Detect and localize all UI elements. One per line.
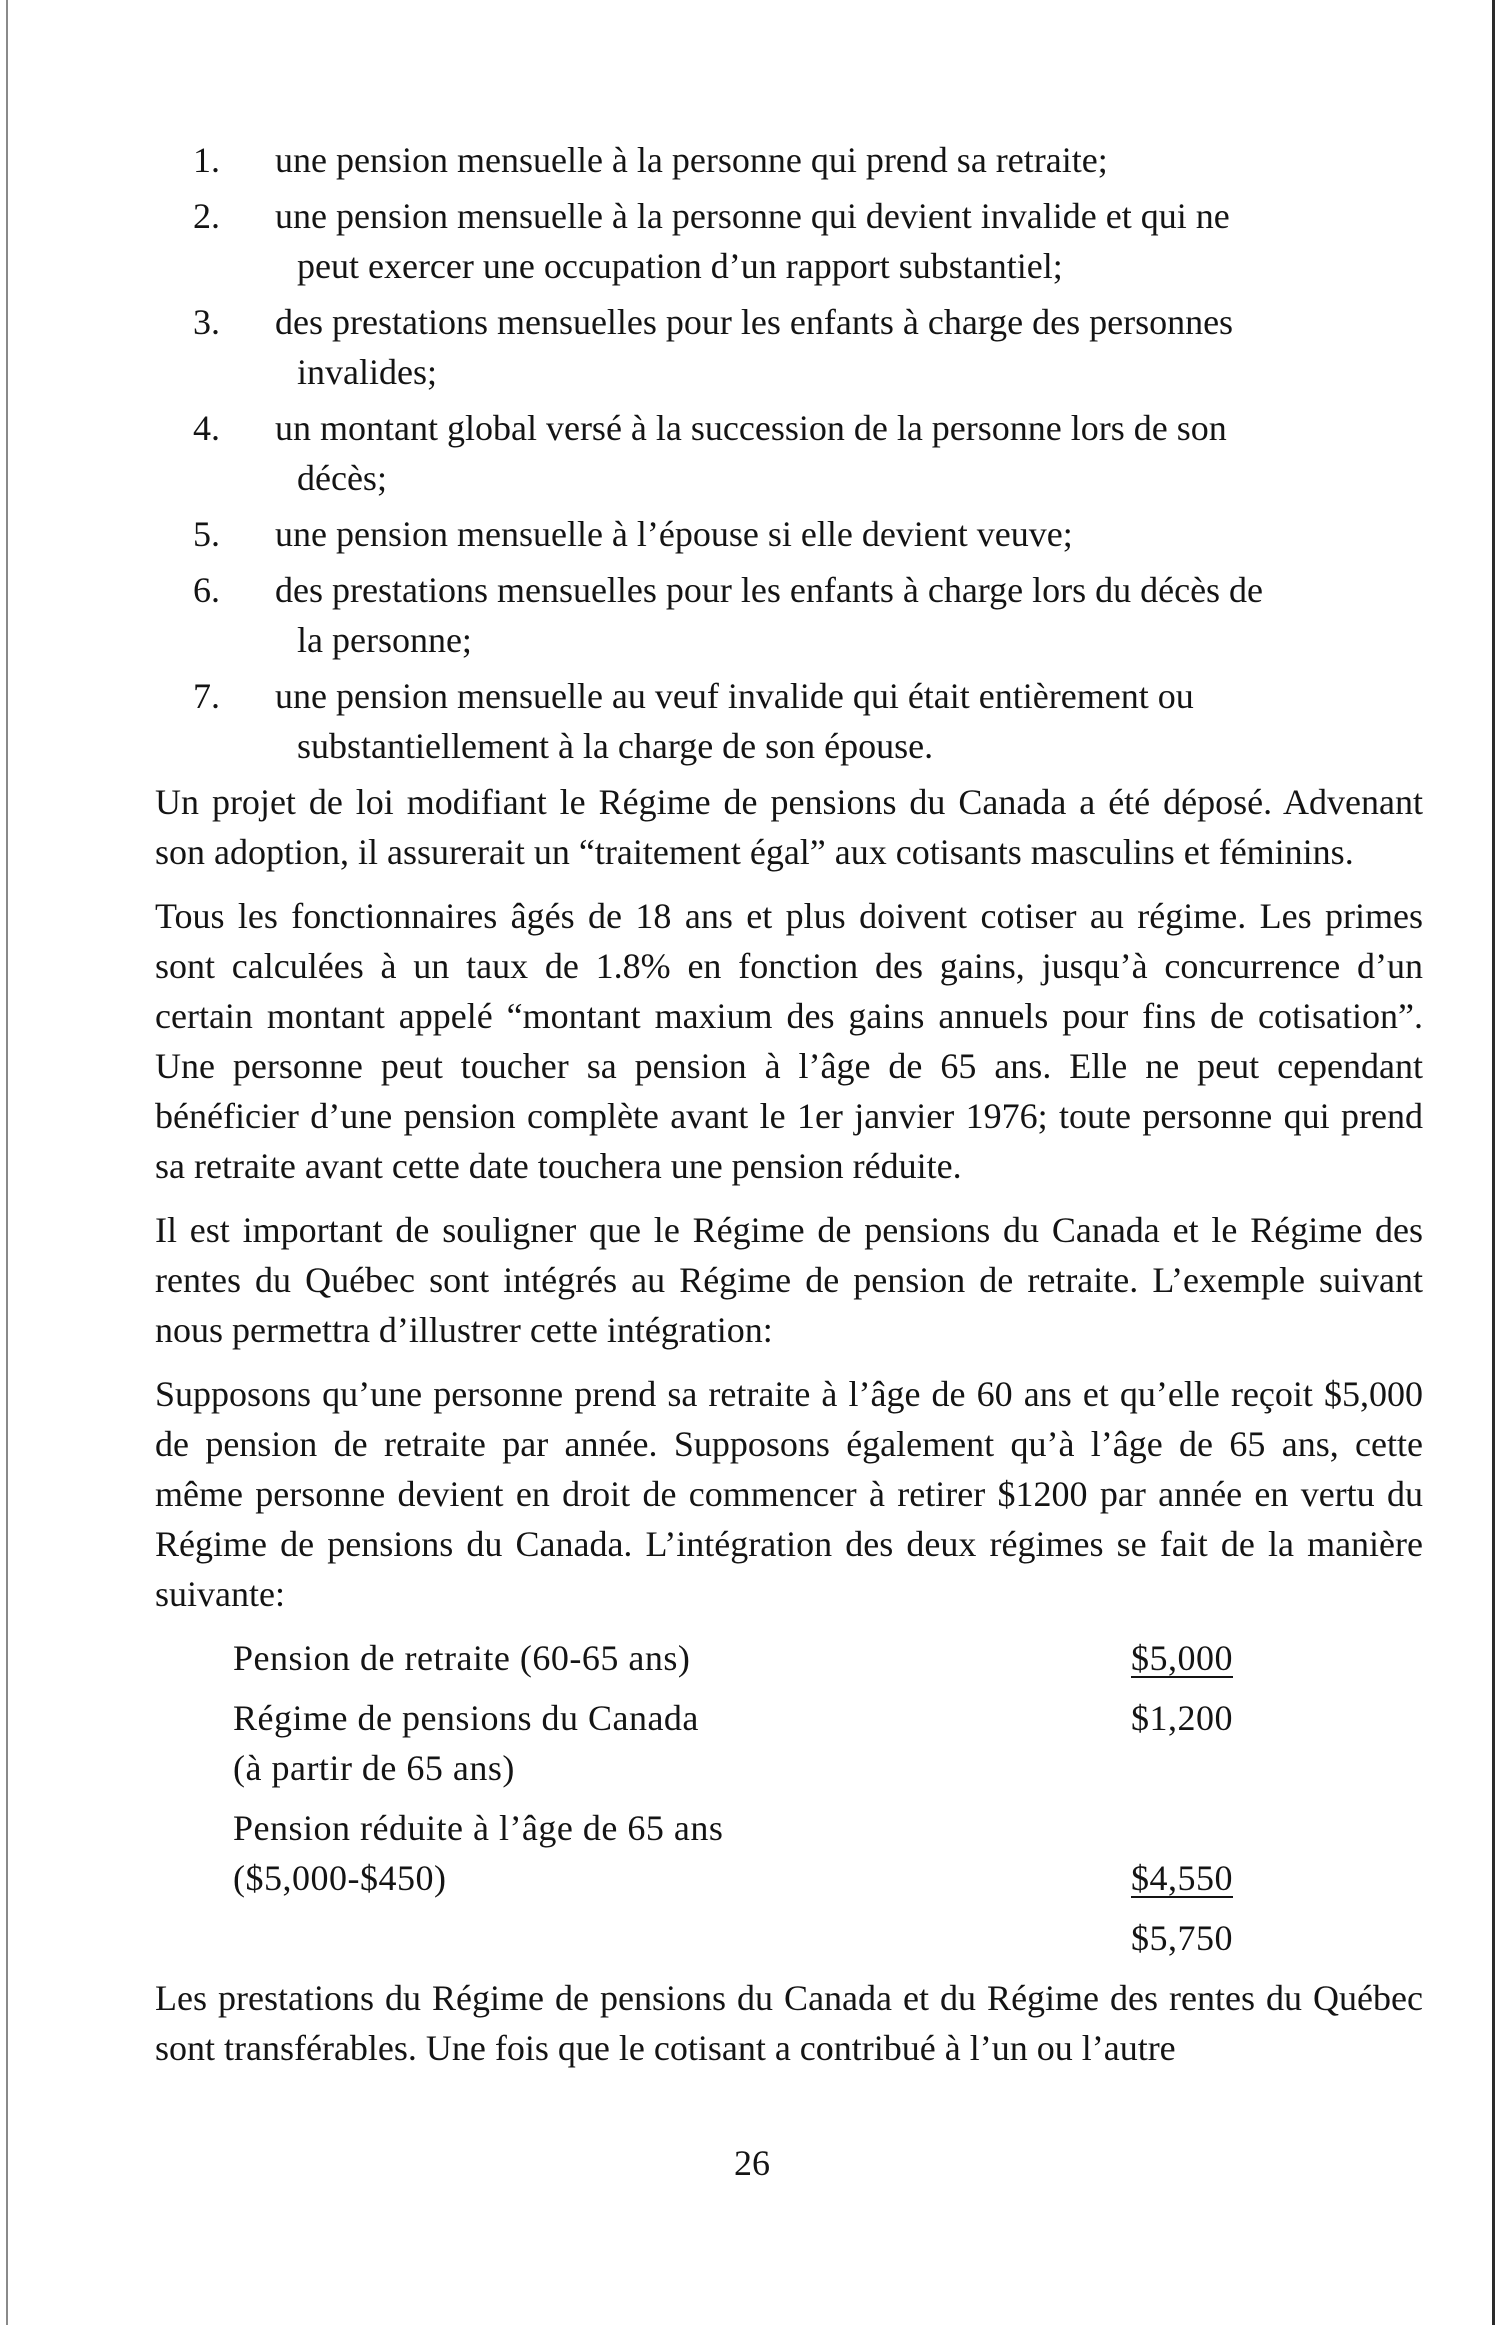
calc-label-line: (à partir de 65 ans) [233, 1748, 515, 1788]
paragraph-example: Supposons qu’une personne prend sa retraite à l’âge de 60 ans et qu’elle reçoit $5,000 de pension de retraite par année. Supposons également qu’à l’âge de 65 ans, cette même personne devient en droit de commencer à retirer $1200 par année en vertu du Régime de pensions du Canada. L’intégration des deux régimes se fait de la manière suivante: [155, 1374, 1423, 1614]
list-item-continuation: invalides; [297, 352, 437, 392]
page-content [155, 135, 1423, 2087]
list-item-text: des prestations mensuelles pour les enfants à charge lors du décès de [275, 570, 1264, 610]
calc-total-amount: $5,750 [1131, 1918, 1233, 1958]
list-item-continuation: peut exercer une occupation d’un rapport substantiel; [297, 246, 1063, 286]
list-item-number: 3. [193, 302, 220, 342]
calc-row-cpp [233, 1693, 1233, 1793]
paragraph-transferability: Les prestations du Régime de pensions du Canada et du Régime des rentes du Québec sont transférables. Une fois que le cotisant a contribué à l’un ou l’autre [155, 1978, 1423, 2068]
calc-row-total [233, 1913, 1233, 1963]
list-item-continuation: décès; [297, 458, 387, 498]
list-item [155, 565, 1423, 665]
calc-label-line: ($5,000-$450) [233, 1858, 447, 1898]
list-item-text: une pension mensuelle à la personne qui prend sa retraite; [275, 140, 1108, 180]
paragraph-bill-amendment: Un projet de loi modifiant le Régime de pensions du Canada a été déposé. Advenant son adoption, il assurerait un “traitement égal” aux cotisants masculins et féminins. [155, 782, 1423, 872]
list-item-number: 6. [193, 570, 220, 610]
list-item [155, 135, 1423, 185]
list-item-text: une pension mensuelle à la personne qui devient invalide et qui ne [275, 196, 1230, 236]
calc-amount: $4,550 [1131, 1858, 1233, 1898]
list-item-number: 2. [193, 196, 220, 236]
list-item-number: 1. [193, 140, 220, 180]
list-item [155, 297, 1423, 397]
list-item-number: 5. [193, 514, 220, 554]
list-item-text: des prestations mensuelles pour les enfants à charge des personnes [275, 302, 1234, 342]
calc-label-line: Pension réduite à l’âge de 65 ans [233, 1808, 724, 1848]
list-item [155, 191, 1423, 291]
list-item-number: 4. [193, 408, 220, 448]
list-item-text: une pension mensuelle à l’épouse si elle devient veuve; [275, 514, 1073, 554]
calc-amount: $5,000 [1131, 1638, 1233, 1678]
scan-edge-left [6, 0, 8, 2325]
list-item-text: une pension mensuelle au veuf invalide qui était entièrement ou [275, 676, 1194, 716]
list-item-number: 7. [193, 676, 220, 716]
benefits-list [155, 135, 1423, 771]
calc-label [233, 1803, 853, 1903]
list-item [155, 509, 1423, 559]
calc-row-reduced-pension [233, 1803, 1233, 1903]
integration-calculation [233, 1633, 1233, 1963]
calc-amount: $1,200 [1131, 1698, 1233, 1738]
list-item [155, 671, 1423, 771]
calc-label [233, 1693, 853, 1793]
list-item-continuation: la personne; [297, 620, 472, 660]
calc-label-line: Régime de pensions du Canada [233, 1698, 699, 1738]
paragraph-integration: Il est important de souligner que le Régime de pensions du Canada et le Régime des rentes du Québec sont intégrés au Régime de pension de retraite. L’exemple suivant nous permettra d’illustrer cette intégration: [155, 1210, 1423, 1350]
list-item-continuation: substantiellement à la charge de son épouse. [297, 726, 934, 766]
scan-edge-right [1492, 0, 1495, 2325]
page-number: 26 [734, 2143, 770, 2183]
calc-row-retirement-pension [233, 1633, 1233, 1683]
list-item-text: un montant global versé à la succession de la personne lors de son [275, 408, 1227, 448]
paragraph-contributions: Tous les fonctionnaires âgés de 18 ans et plus doivent cotiser au régime. Les primes sont calculées à un taux de 1.8% en fonction des gains, jusqu’à concurrence d’un certain montant appelé “montant maxium des gains annuels pour fins de cotisation”. Une personne peut toucher sa pension à l’âge de 65 ans. Elle ne peut cependant bénéficier d’une pension complète avant le 1er janvier 1976; toute personne qui prend sa retraite avant cette date touchera une pension réduite. [155, 896, 1423, 1186]
list-item [155, 403, 1423, 503]
calc-label: Pension de retraite (60-65 ans) [233, 1638, 691, 1678]
